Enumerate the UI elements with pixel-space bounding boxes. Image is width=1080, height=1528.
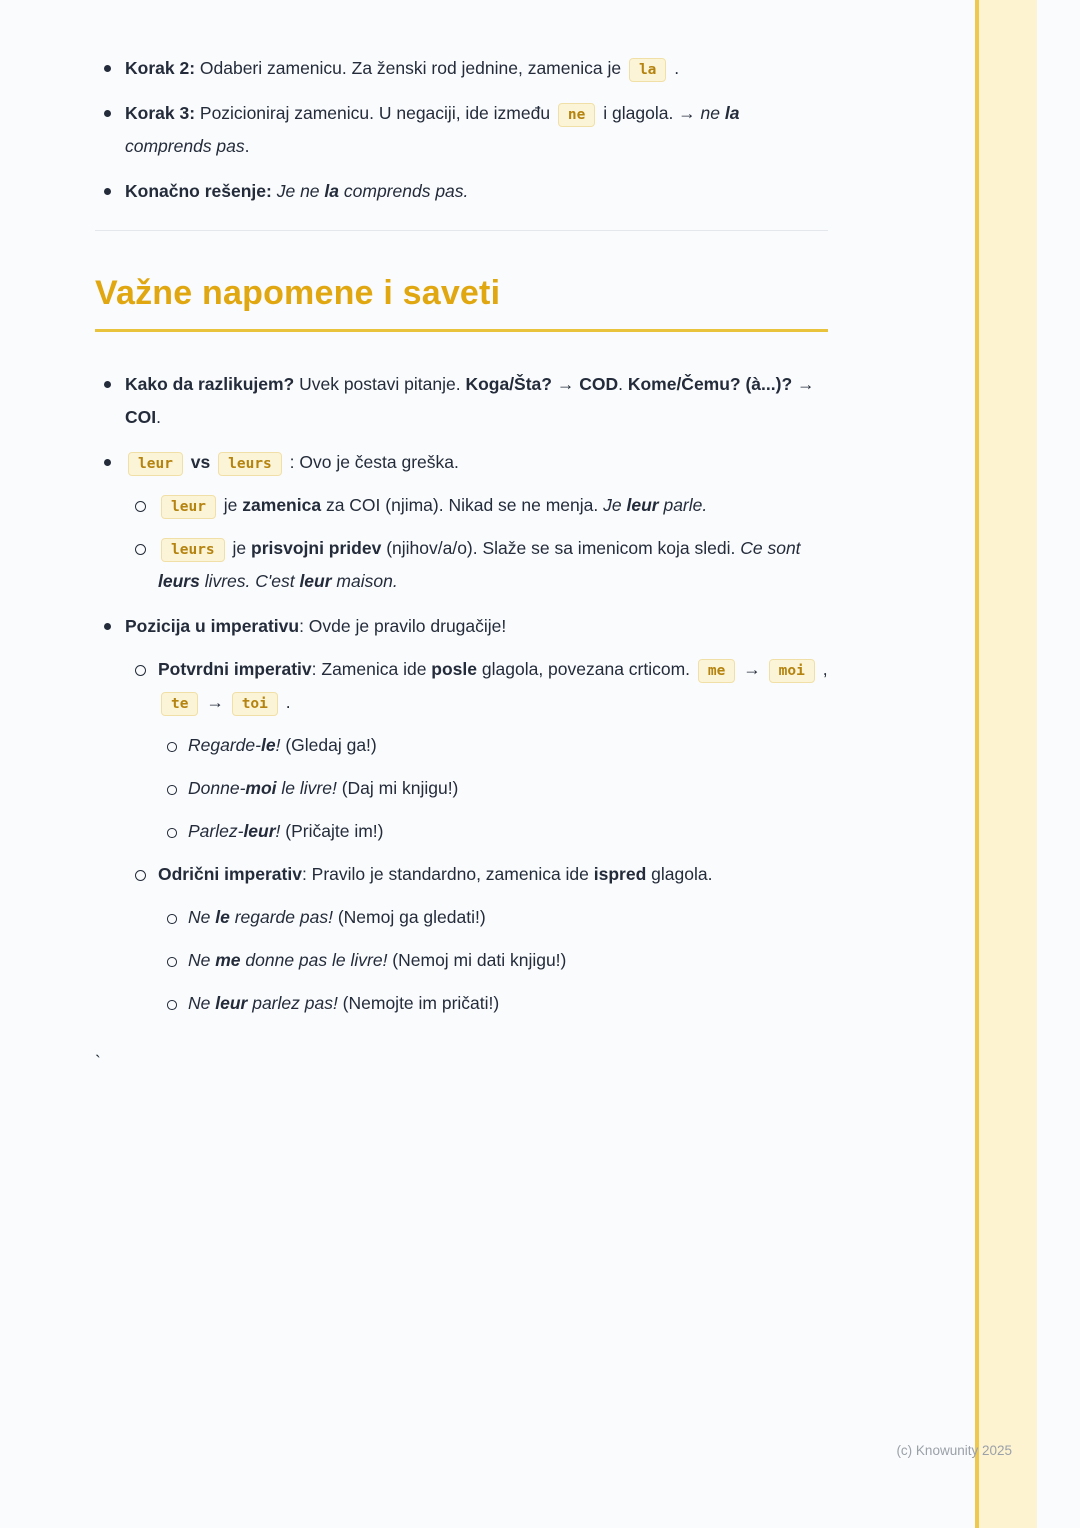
text-segment: comprends pas bbox=[125, 136, 245, 156]
text-segment: . bbox=[244, 136, 250, 156]
sub-sub-list bbox=[158, 901, 828, 1020]
text-segment: donne pas le livre! bbox=[240, 950, 388, 970]
text-segment: leur bbox=[626, 495, 659, 515]
text-segment: Je ne bbox=[276, 181, 325, 201]
text-segment: Korak 2: bbox=[125, 58, 196, 78]
text-segment: (Nemoj mi dati knjigu!) bbox=[387, 950, 567, 970]
text-segment: Pozicija u imperativu bbox=[125, 616, 300, 636]
text-segment: i glagola. → bbox=[598, 103, 701, 123]
list-item bbox=[158, 815, 828, 848]
text-segment: Ce sont bbox=[740, 538, 801, 558]
list-item bbox=[158, 901, 828, 934]
text-segment: Koga/Šta? → COD bbox=[465, 374, 619, 394]
text-segment: me bbox=[215, 950, 241, 970]
list-item bbox=[158, 729, 828, 762]
text-segment: Regarde- bbox=[188, 735, 261, 755]
side-strip bbox=[975, 0, 1037, 1528]
text-segment: ispred bbox=[593, 864, 647, 884]
text-segment: leur bbox=[299, 571, 332, 591]
text-segment: livres. C'est bbox=[199, 571, 300, 591]
text-segment: . bbox=[156, 407, 161, 427]
text-segment: → bbox=[738, 659, 766, 679]
list-item-text bbox=[188, 907, 486, 927]
inline-code: leurs bbox=[218, 452, 282, 476]
text-segment: Odrični imperativ bbox=[158, 864, 302, 884]
list-item-text bbox=[125, 616, 506, 636]
notes-list bbox=[95, 368, 828, 1020]
document-content bbox=[95, 52, 828, 1079]
text-segment: (njihov/a/o). Slaže se sa imenicom koja sledi. bbox=[381, 538, 741, 558]
text-segment: leur bbox=[243, 821, 276, 841]
list-item bbox=[95, 52, 828, 85]
sub-list bbox=[125, 653, 828, 1020]
text-segment: leur bbox=[215, 993, 248, 1013]
list-item-text bbox=[125, 103, 739, 156]
inline-code: la bbox=[629, 58, 666, 82]
text-segment: (Nemoj ga gledati!) bbox=[332, 907, 486, 927]
inline-code: leurs bbox=[161, 538, 225, 562]
list-item bbox=[95, 97, 828, 163]
list-item bbox=[125, 858, 828, 1020]
text-segment: . bbox=[280, 692, 291, 712]
section-heading: Važne napomene i saveti bbox=[95, 273, 828, 332]
text-segment: moi bbox=[245, 778, 277, 798]
text-segment: za COI (njima). Nikad se ne menja. bbox=[321, 495, 604, 515]
text-segment: Kome/Čemu? (à...)? → COI bbox=[125, 374, 815, 427]
list-item bbox=[125, 532, 828, 598]
text-segment: Pozicioniraj zamenicu. U negaciji, ide između bbox=[195, 103, 555, 123]
text-segment: (Pričajte im!) bbox=[280, 821, 384, 841]
text-segment: (Daj mi knjigu!) bbox=[336, 778, 459, 798]
text-segment: Uvek postavi pitanje. bbox=[294, 374, 466, 394]
list-item bbox=[125, 489, 828, 522]
sub-list bbox=[125, 489, 828, 598]
text-segment: ! bbox=[275, 821, 281, 841]
list-item bbox=[95, 175, 828, 208]
inline-code: toi bbox=[232, 692, 278, 716]
sub-sub-list bbox=[158, 729, 828, 848]
list-item-text bbox=[125, 181, 468, 201]
text-segment: : Zamenica ide bbox=[311, 659, 432, 679]
text-segment: Ne bbox=[188, 950, 216, 970]
stray-backtick: ` bbox=[95, 1052, 101, 1072]
text-segment: ne bbox=[700, 103, 725, 123]
text-segment: → bbox=[201, 692, 229, 712]
list-item-text bbox=[158, 538, 801, 591]
text-segment: Je bbox=[603, 495, 627, 515]
list-item-text bbox=[158, 659, 828, 712]
text-segment: Potvrdni imperativ bbox=[158, 659, 312, 679]
inline-code: ne bbox=[558, 103, 595, 127]
footer-credit: (c) Knowunity 2025 bbox=[896, 1443, 1012, 1458]
text-segment: vs bbox=[185, 452, 216, 472]
text-segment: Ne bbox=[188, 907, 216, 927]
list-item bbox=[95, 446, 828, 598]
list-item bbox=[95, 368, 828, 434]
text-segment: je bbox=[218, 495, 243, 515]
text-segment: le bbox=[215, 907, 230, 927]
text-segment: . bbox=[618, 374, 628, 394]
list-item-text bbox=[188, 778, 458, 798]
list-item-text bbox=[125, 58, 679, 78]
text-segment: Parlez- bbox=[188, 821, 244, 841]
inline-code: leur bbox=[161, 495, 216, 519]
text-segment: comprends pas. bbox=[339, 181, 469, 201]
text-segment: regarde pas! bbox=[229, 907, 333, 927]
text-segment: glagola. bbox=[646, 864, 713, 884]
list-item-text bbox=[125, 374, 815, 427]
text-segment: Korak 3: bbox=[125, 103, 196, 123]
steps-list bbox=[95, 52, 828, 208]
text-segment: le bbox=[260, 735, 276, 755]
list-item-text bbox=[158, 495, 707, 515]
text-segment: : Ovo je česta greška. bbox=[284, 452, 459, 472]
list-item bbox=[95, 610, 828, 1020]
text-segment: glagola, povezana crticom. bbox=[477, 659, 695, 679]
text-segment: . bbox=[669, 58, 680, 78]
text-segment: la bbox=[724, 103, 740, 123]
text-segment: Odaberi zamenicu. Za ženski rod jednine, zamenica je bbox=[195, 58, 626, 78]
text-segment: maison. bbox=[331, 571, 398, 591]
text-segment: (Nemojte im pričati!) bbox=[337, 993, 500, 1013]
text-segment: leurs bbox=[158, 571, 200, 591]
text-segment: Donne- bbox=[188, 778, 246, 798]
text-segment: la bbox=[324, 181, 340, 201]
text-segment: : Pravilo je standardno, zamenica ide bbox=[301, 864, 594, 884]
text-segment: Ne bbox=[188, 993, 216, 1013]
text-segment: parlez pas! bbox=[247, 993, 338, 1013]
list-item bbox=[158, 772, 828, 805]
text-segment: parle. bbox=[658, 495, 708, 515]
text-segment: (Gledaj ga!) bbox=[280, 735, 377, 755]
list-item-text bbox=[125, 452, 459, 472]
list-item-text bbox=[158, 864, 712, 884]
list-item-text bbox=[188, 735, 377, 755]
inline-code: me bbox=[698, 659, 735, 683]
text-segment: Kako da razlikujem? bbox=[125, 374, 295, 394]
inline-code: moi bbox=[769, 659, 815, 683]
text-segment: ! bbox=[275, 735, 281, 755]
text-segment: le livre! bbox=[276, 778, 337, 798]
text-segment: : Ovde je pravilo drugačije! bbox=[299, 616, 507, 636]
list-item bbox=[158, 944, 828, 977]
list-item-text bbox=[188, 950, 566, 970]
text-segment: prisvojni pridev bbox=[251, 538, 382, 558]
list-item-text bbox=[188, 821, 383, 841]
text-segment: posle bbox=[431, 659, 478, 679]
text-segment: zamenica bbox=[242, 495, 322, 515]
text-segment: , bbox=[817, 659, 828, 679]
list-item-text bbox=[188, 993, 499, 1013]
list-item bbox=[158, 987, 828, 1020]
inline-code: te bbox=[161, 692, 198, 716]
text-segment: je bbox=[227, 538, 252, 558]
list-item bbox=[125, 653, 828, 848]
text-segment: Konačno rešenje: bbox=[125, 181, 272, 201]
inline-code: leur bbox=[128, 452, 183, 476]
section-divider bbox=[95, 230, 828, 231]
